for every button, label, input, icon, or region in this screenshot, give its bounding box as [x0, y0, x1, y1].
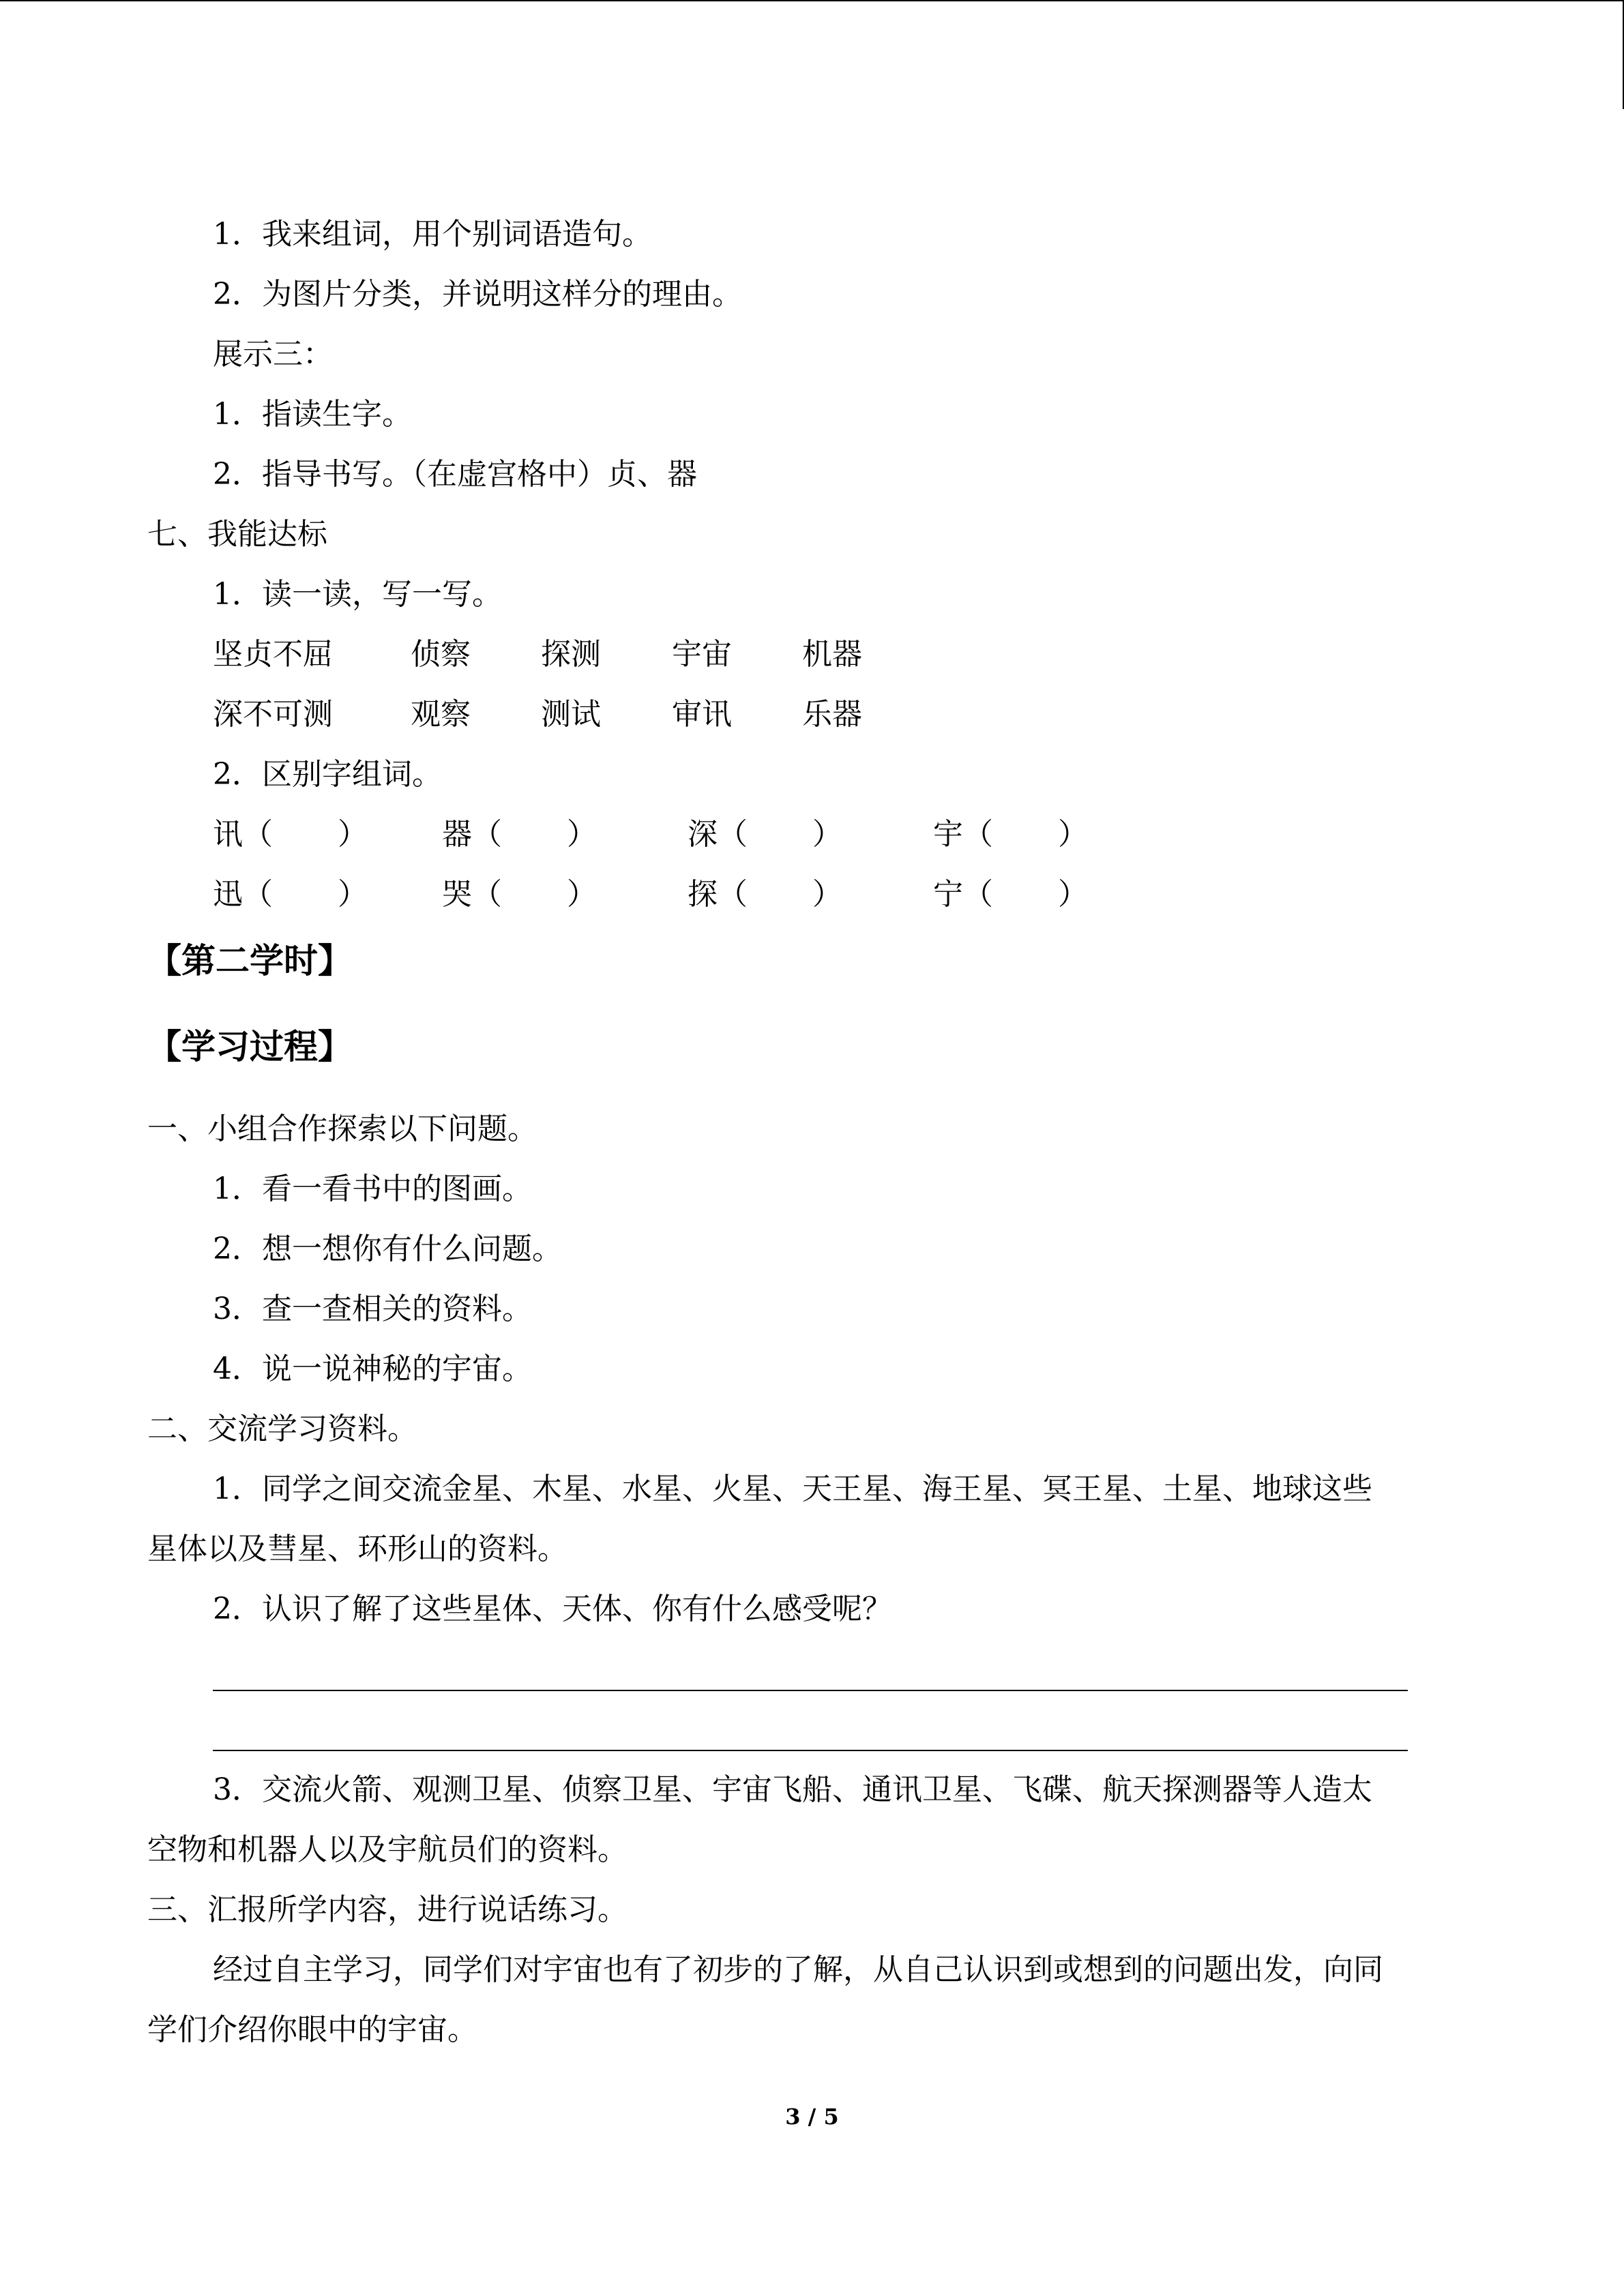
char-blank-item: 器（ ）	[442, 817, 597, 852]
text-line: 2．想一想你有什么问题。	[213, 1232, 562, 1266]
page-top-border	[0, 0, 1623, 1]
section-title: 一、小组合作探索以下问题。	[147, 1112, 537, 1146]
section-title: 二、交流学习资料。	[147, 1412, 417, 1446]
section-title: 三、汇报所学内容，进行说话练习。	[147, 1892, 628, 1927]
text-line: 3．查一查相关的资料。	[213, 1292, 532, 1326]
page-number: 3 / 5	[785, 2104, 839, 2130]
vocab-word: 测试	[541, 697, 601, 732]
char-blank-item: 迅（ ）	[213, 877, 368, 912]
vocab-word: 审讯	[672, 697, 732, 732]
vocab-word: 机器	[802, 637, 862, 672]
text-line: 1．同学之间交流金星、木星、水星、火星、天王星、海王星、冥王星、土星、地球这些	[213, 1472, 1372, 1506]
text-line: 展示三：	[213, 337, 333, 372]
answer-line	[213, 1750, 1408, 1751]
vocab-word: 宇宙	[672, 637, 732, 672]
text-line: 经过自主学习，同学们对宇宙也有了初步的了解，从自己认识到或想到的问题出发，向同	[213, 1952, 1383, 1987]
vocab-word: 观察	[411, 697, 471, 732]
text-line: 3．交流火箭、观测卫星、侦察卫星、宇宙飞船、通讯卫星、飞碟、航天探测器等人造太	[213, 1772, 1372, 1807]
char-blank-item: 哭（ ）	[442, 877, 597, 912]
text-line: 空物和机器人以及宇航员们的资料。	[147, 1832, 628, 1867]
char-blank-item: 宇（ ）	[933, 817, 1088, 852]
text-line: 4．说一说神秘的宇宙。	[213, 1352, 532, 1386]
text-line: 1．指读生字。	[213, 397, 412, 432]
vocab-word: 乐器	[802, 697, 862, 732]
text-line: 1．我来组词，用个别词语造句。	[213, 217, 652, 252]
char-blank-item: 探（ ）	[688, 877, 842, 912]
vocab-word: 侦察	[411, 637, 471, 672]
lesson-heading: 【第二学时】	[147, 941, 352, 981]
text-line: 2．指导书写。（在虚宫格中）贞、器	[213, 457, 697, 492]
vocab-word: 探测	[541, 637, 601, 672]
char-blank-item: 深（ ）	[688, 817, 842, 852]
text-line: 1．读一读，写一写。	[213, 577, 502, 612]
text-line: 1．看一看书中的图画。	[213, 1172, 532, 1206]
text-line: 星体以及彗星、环形山的资料。	[147, 1532, 567, 1566]
process-heading: 【学习过程】	[147, 1027, 352, 1067]
text-line: 2．区别字组词。	[213, 757, 442, 792]
text-line: 学们介绍你眼中的宇宙。	[147, 2012, 477, 2047]
answer-line	[213, 1690, 1408, 1691]
char-blank-item: 宁（ ）	[933, 877, 1088, 912]
section-title: 七、我能达标	[147, 517, 327, 552]
vocab-word: 深不可测	[213, 697, 333, 732]
vocab-word: 坚贞不屈	[213, 637, 333, 672]
char-blank-item: 讯（ ）	[213, 817, 368, 852]
text-line: 2．为图片分类，并说明这样分的理由。	[213, 277, 742, 312]
text-line: 2．认识了解了这些星体、天体、你有什么感受呢？	[213, 1592, 892, 1626]
